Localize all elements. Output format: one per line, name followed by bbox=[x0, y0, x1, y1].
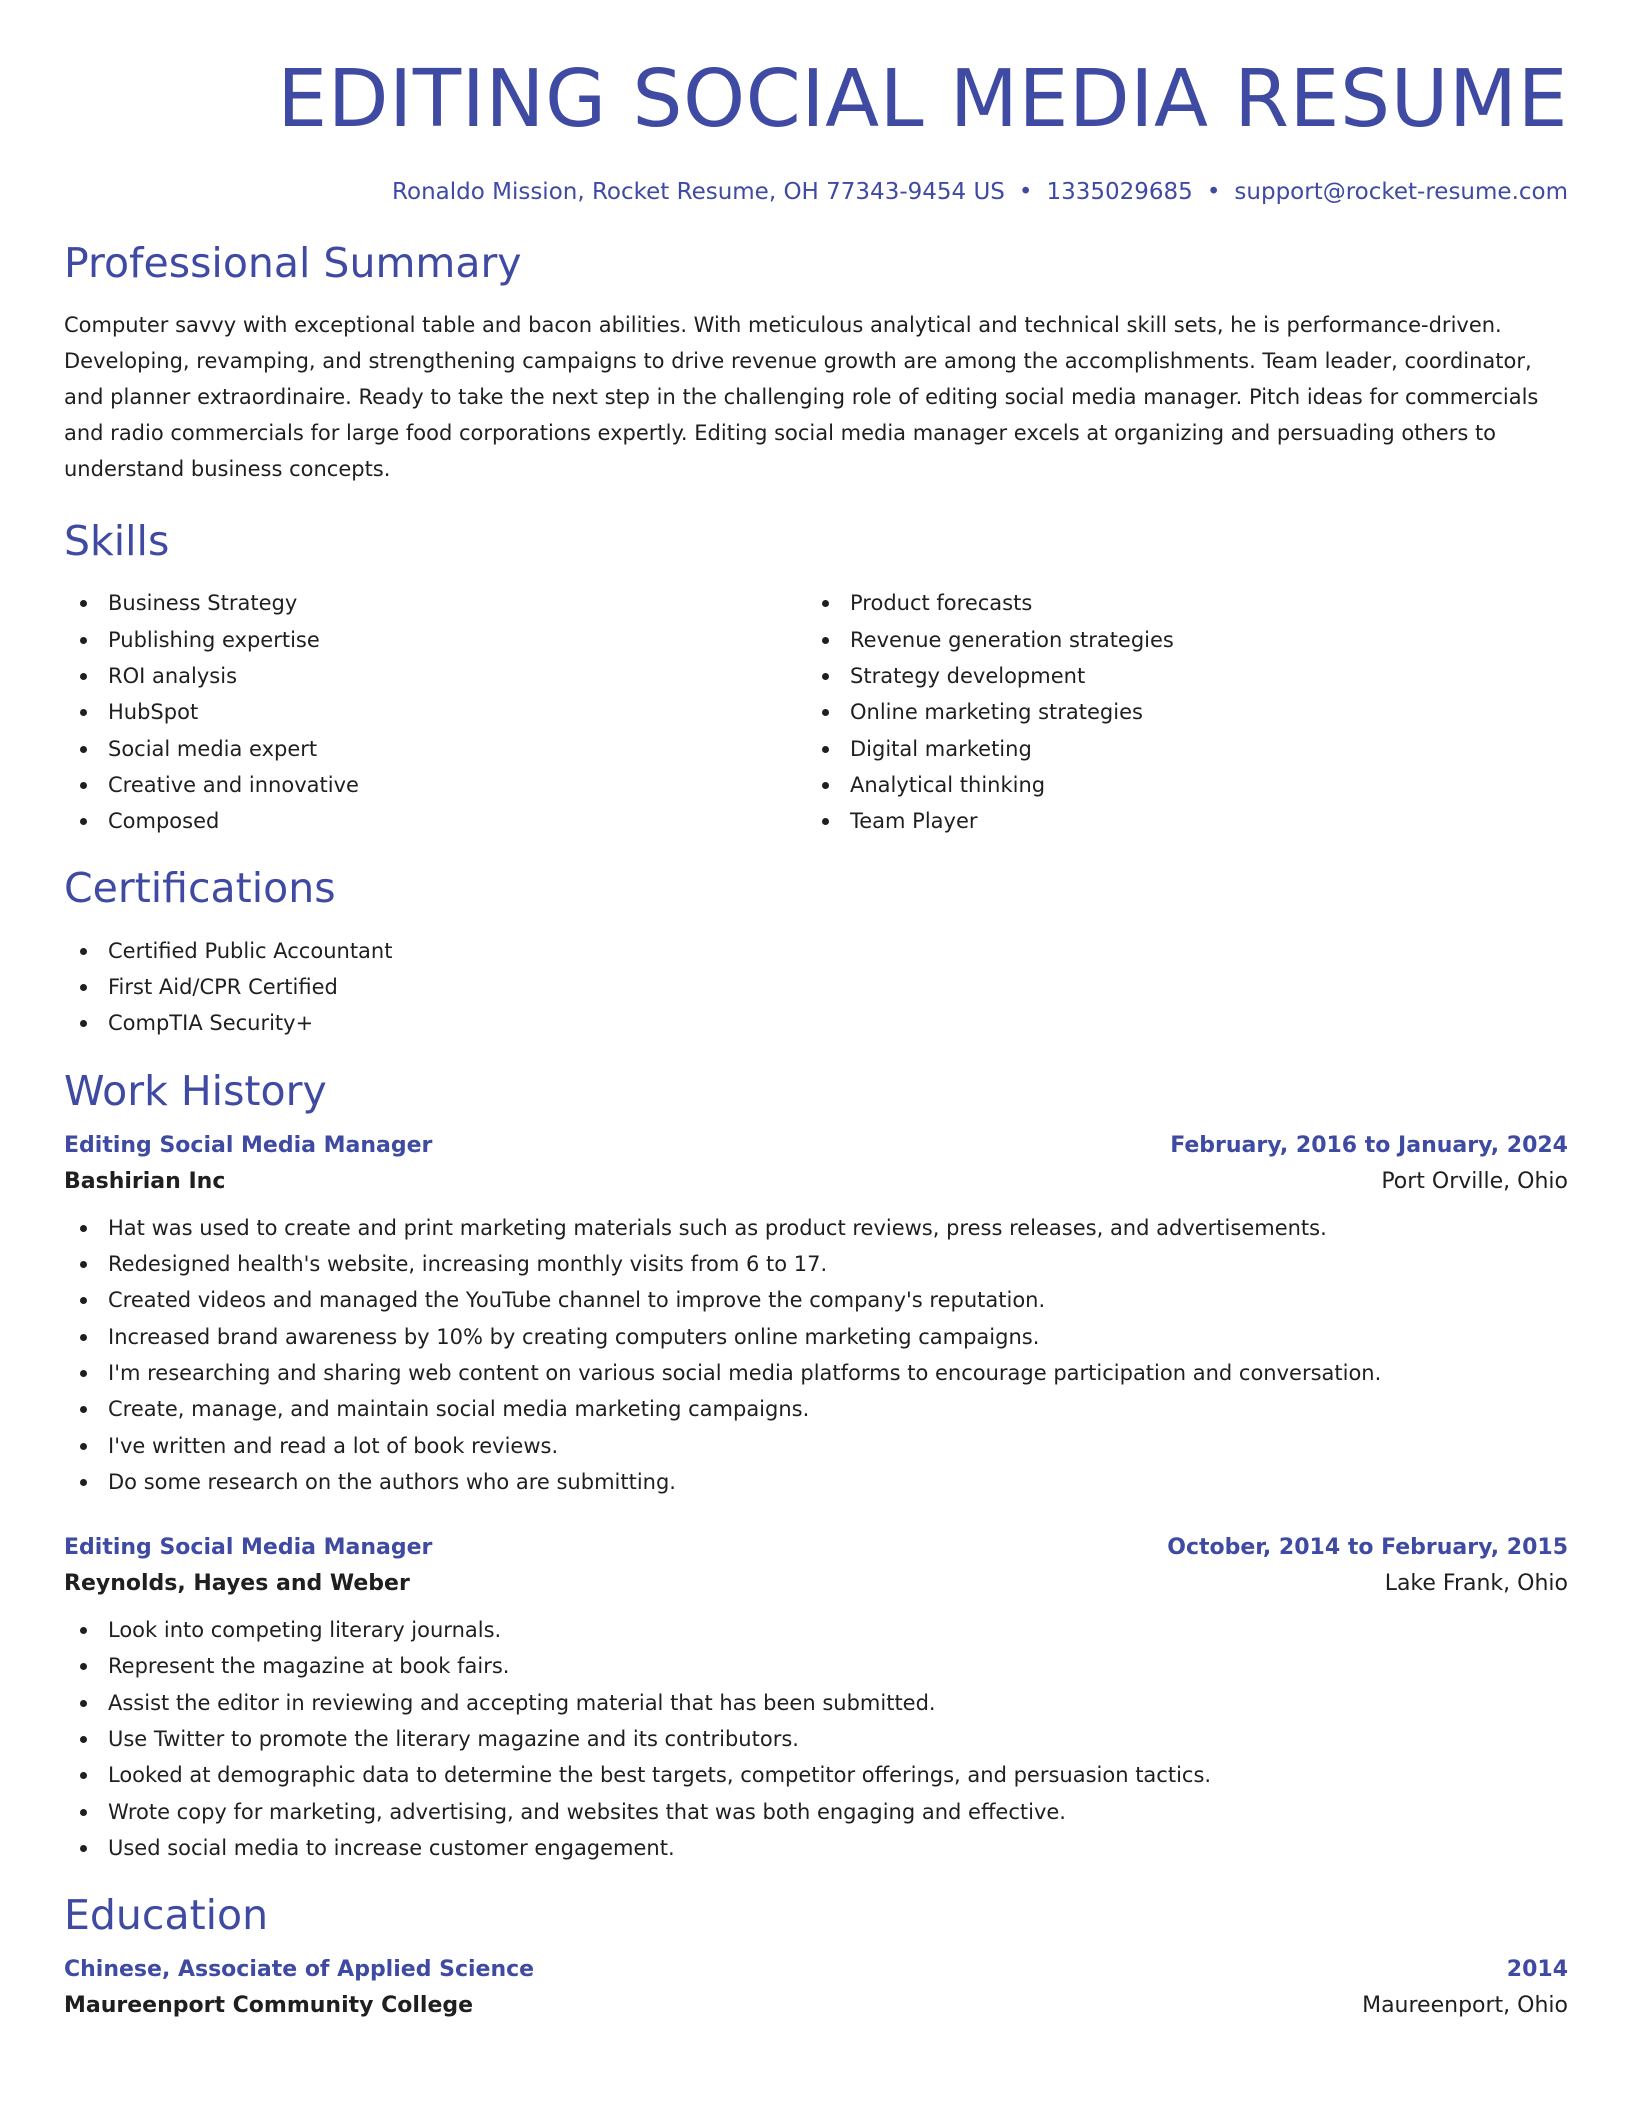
job-company: Bashirian Inc bbox=[64, 1168, 226, 1194]
education-school-row bbox=[64, 1993, 1568, 2018]
skills-heading: Skills bbox=[64, 517, 170, 566]
education-degree: Chinese, Associate of Applied Science bbox=[64, 1957, 535, 1983]
job-title: Editing Social Media Manager bbox=[64, 1535, 433, 1561]
job-bullet: Represent the magazine at book fairs. bbox=[64, 1648, 1568, 1684]
skill-item: Online marketing strategies bbox=[806, 694, 1548, 730]
education-entry bbox=[64, 1957, 1568, 2018]
education-school: Maureenport Community College bbox=[64, 1993, 474, 2019]
job-entry bbox=[64, 1535, 1568, 1866]
contact-phone: 1335029685 bbox=[1046, 179, 1193, 205]
job-dates: October, 2014 to February, 2015 bbox=[1167, 1535, 1568, 1561]
contact-email[interactable]: support@rocket-resume.com bbox=[1234, 179, 1568, 205]
job-bullet: I'm researching and sharing web content on various social media platforms to encourage participation and conversation. bbox=[64, 1355, 1568, 1391]
work-section bbox=[64, 1067, 1568, 1867]
skills-list-right bbox=[806, 585, 1548, 839]
skill-item: Composed bbox=[64, 803, 806, 839]
job-bullet: Use Twitter to promote the literary magazine and its contributors. bbox=[64, 1721, 1568, 1757]
contact-address: Ronaldo Mission, Rocket Resume, OH 77343-9454 US bbox=[392, 179, 1005, 205]
job-bullet: Created videos and managed the YouTube channel to improve the company's reputation. bbox=[64, 1282, 1568, 1318]
skill-item: HubSpot bbox=[64, 694, 806, 730]
education-heading: Education bbox=[64, 1891, 269, 1940]
job-bullets bbox=[64, 1612, 1568, 1866]
certification-item: First Aid/CPR Certified bbox=[64, 969, 1568, 1005]
job-company-row bbox=[64, 1169, 1568, 1194]
education-header-row bbox=[64, 1957, 1568, 1982]
certifications-section bbox=[64, 864, 1568, 1041]
skills-section bbox=[64, 517, 1568, 839]
contact-line bbox=[64, 179, 1568, 205]
job-bullet: Wrote copy for marketing, advertising, and websites that was both engaging and effective. bbox=[64, 1794, 1568, 1830]
contact-separator: • bbox=[1018, 179, 1033, 205]
resume-title: EDITING SOCIAL MEDIA RESUME bbox=[277, 53, 1568, 145]
job-entry bbox=[64, 1133, 1568, 1500]
skill-item: Creative and innovative bbox=[64, 767, 806, 803]
job-location: Port Orville, Ohio bbox=[1381, 1168, 1568, 1194]
certification-item: Certified Public Accountant bbox=[64, 933, 1568, 969]
job-header-row bbox=[64, 1133, 1568, 1158]
skill-item: Publishing expertise bbox=[64, 622, 806, 658]
skill-item: Digital marketing bbox=[806, 731, 1548, 767]
certifications-heading: Certifications bbox=[64, 864, 336, 913]
job-bullet: Do some research on the authors who are submitting. bbox=[64, 1464, 1568, 1500]
certifications-list bbox=[64, 933, 1568, 1042]
job-bullet: Increased brand awareness by 10% by creating computers online marketing campaigns. bbox=[64, 1319, 1568, 1355]
job-location: Lake Frank, Ohio bbox=[1384, 1571, 1568, 1597]
job-title: Editing Social Media Manager bbox=[64, 1132, 433, 1158]
job-bullets bbox=[64, 1210, 1568, 1500]
education-location: Maureenport, Ohio bbox=[1362, 1993, 1568, 2019]
work-heading: Work History bbox=[64, 1066, 327, 1115]
job-bullet: Redesigned health's website, increasing monthly visits from 6 to 17. bbox=[64, 1246, 1568, 1282]
certification-item: CompTIA Security+ bbox=[64, 1005, 1568, 1041]
skill-item: Team Player bbox=[806, 803, 1548, 839]
skill-item: Product forecasts bbox=[806, 585, 1548, 621]
skill-item: Social media expert bbox=[64, 731, 806, 767]
skill-item: Strategy development bbox=[806, 658, 1548, 694]
skill-item: Revenue generation strategies bbox=[806, 622, 1548, 658]
summary-text: Computer savvy with exceptional table and bacon abilities. With meticulous analytical and technical skill sets, he is performance-driven. Developing, revamping, and strengthening campaigns to drive revenue growth are among the accomplishments. Team leader, coordinator, and planner extraordinaire. Ready to take the next step in the challenging role of editing social media manager. Pitch ideas for commercials and radio commercials for large food corporations expertly. Editing social media manager excels at organizing and persuading others to understand business concepts. bbox=[64, 313, 1539, 482]
job-bullet: Hat was used to create and print marketing materials such as product reviews, press releases, and advertisements. bbox=[64, 1210, 1568, 1246]
skill-item: Business Strategy bbox=[64, 585, 806, 621]
skill-item: Analytical thinking bbox=[806, 767, 1548, 803]
job-bullet: Assist the editor in reviewing and accepting material that has been submitted. bbox=[64, 1685, 1568, 1721]
job-company-row bbox=[64, 1571, 1568, 1596]
skills-list-left bbox=[64, 585, 806, 839]
job-bullet: Look into competing literary journals. bbox=[64, 1612, 1568, 1648]
job-bullet: Looked at demographic data to determine the best targets, competitor offerings, and persuasion tactics. bbox=[64, 1757, 1568, 1793]
job-dates: February, 2016 to January, 2024 bbox=[1170, 1132, 1568, 1158]
summary-heading: Professional Summary bbox=[64, 239, 522, 287]
job-bullet: Create, manage, and maintain social media marketing campaigns. bbox=[64, 1391, 1568, 1427]
job-company: Reynolds, Hayes and Weber bbox=[64, 1571, 410, 1597]
contact-separator: • bbox=[1206, 179, 1221, 205]
job-header-row bbox=[64, 1535, 1568, 1560]
job-bullet: Used social media to increase customer engagement. bbox=[64, 1830, 1568, 1866]
summary-section bbox=[64, 239, 1568, 487]
education-year: 2014 bbox=[1506, 1957, 1568, 1983]
education-section bbox=[64, 1891, 1568, 2018]
skill-item: ROI analysis bbox=[64, 658, 806, 694]
job-bullet: I've written and read a lot of book reviews. bbox=[64, 1428, 1568, 1464]
skills-grid bbox=[64, 585, 1568, 839]
